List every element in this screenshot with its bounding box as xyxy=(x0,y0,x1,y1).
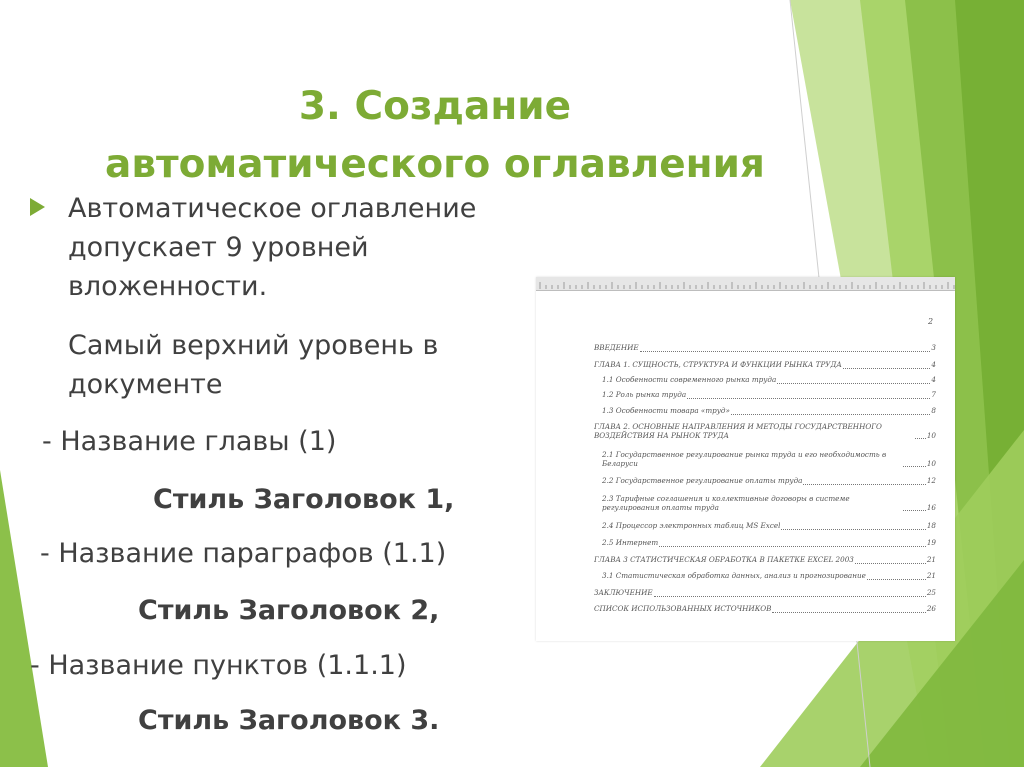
page-number: 2 xyxy=(928,317,934,326)
toc-entry-label: СПИСОК ИСПОЛЬЗОВАННЫХ ИСТОЧНИКОВ xyxy=(594,605,772,613)
item-paragraph-name: - Название параграфов (1.1) xyxy=(40,538,447,569)
toc-leader-dots xyxy=(867,578,926,580)
slide-title xyxy=(40,78,830,194)
toc-entry-label: ГЛАВА 2. ОСНОВНЫЕ НАПРАВЛЕНИЯ И МЕТОДЫ ГОСУДАРСТВЕННОГО ВОЗДЕЙСТВИЯ НА РЫНОК ТРУДА xyxy=(594,423,882,440)
bullet-arrow-icon xyxy=(30,198,45,216)
toc-entry xyxy=(602,477,936,486)
toc-entry xyxy=(602,572,936,581)
toc-entry-label: 2.1 Государственное регулирование рынка труда и его необходимость в Беларуси xyxy=(602,451,887,468)
left-bottom-wedge xyxy=(0,470,48,767)
toc-leader-dots xyxy=(843,367,931,369)
toc-entry-label: ВВЕДЕНИЕ xyxy=(594,344,639,352)
toc-entry-page: 4 xyxy=(931,375,936,384)
bullet-text-line-1: Автоматическое оглавление xyxy=(68,193,477,224)
toc-entry-label: ГЛАВА 3 СТАТИСТИЧЕСКАЯ ОБРАБОТКА В ПАКЕТКЕ EXCEL 2003 xyxy=(594,556,854,564)
title-line-2: автоматического оглавления xyxy=(105,142,765,187)
toc-entry-label: 1.3 Особенности товара «труд» xyxy=(602,407,730,415)
toc-leader-dots xyxy=(781,528,925,530)
toc-entry-page: 8 xyxy=(931,406,936,415)
toc-entry-label: 1.1 Особенности современного рынка труда xyxy=(602,376,777,384)
toc-leader-dots xyxy=(687,397,930,399)
item-chapter-name: - Название главы (1) xyxy=(42,426,337,457)
toc-entry-page: 10 xyxy=(926,430,936,440)
toc-entry-label: 1.2 Роль рынка труда xyxy=(602,391,687,399)
paragraph-line-1: Самый верхний уровень в xyxy=(68,330,439,361)
toc-entry xyxy=(602,495,936,512)
toc-entry-page: 4 xyxy=(931,360,936,369)
toc-entry xyxy=(594,361,936,370)
toc-leader-dots xyxy=(659,545,926,547)
toc-screenshot xyxy=(536,277,955,641)
toc-entry-page: 21 xyxy=(926,555,936,564)
toc-entry xyxy=(594,605,936,614)
toc-entry-page: 19 xyxy=(926,538,936,547)
toc-entry-label: ЗАКЛЮЧЕНИЕ xyxy=(594,589,653,597)
toc-entry-page: 21 xyxy=(926,571,936,580)
toc-leader-dots xyxy=(654,595,926,597)
toc-entry-page: 26 xyxy=(926,604,936,613)
toc-leader-dots xyxy=(903,509,926,511)
toc-entry xyxy=(594,344,936,353)
toc-leader-dots xyxy=(777,382,930,384)
toc-entry-page: 25 xyxy=(926,588,936,597)
style-heading-2: Стиль Заголовок 2, xyxy=(138,595,440,626)
toc-entry-page: 10 xyxy=(926,458,936,468)
toc-entry-label: ГЛАВА 1. СУЩНОСТЬ, СТРУКТУРА И ФУНКЦИИ РЫНКА ТРУДА xyxy=(594,361,842,369)
toc-entry-label: 2.2 Государственное регулирование оплаты труда xyxy=(602,477,803,485)
word-ruler xyxy=(536,277,955,291)
document-page xyxy=(536,291,955,641)
toc-leader-dots xyxy=(803,483,925,485)
toc-entry-label: 2.5 Интернет xyxy=(602,539,659,547)
toc-leader-dots xyxy=(772,611,925,613)
toc-entry xyxy=(594,589,936,598)
style-heading-1: Стиль Заголовок 1, xyxy=(153,484,455,515)
toc-entry-page: 18 xyxy=(926,521,936,530)
toc-entry xyxy=(602,407,936,416)
toc-entry-page: 12 xyxy=(926,476,936,485)
toc-entry xyxy=(602,522,936,531)
toc-leader-dots xyxy=(640,350,931,352)
toc-entry xyxy=(602,391,936,400)
item-point-name: - Название пунктов (1.1.1) xyxy=(30,650,407,681)
toc-leader-dots xyxy=(915,437,926,439)
bullet-text-line-2: допускает 9 уровней xyxy=(68,232,369,263)
toc-entry-label: 3.1 Статистическая обработка данных, анализ и прогнозирование xyxy=(602,572,866,580)
toc-entry-label: 2.4 Процессор электронных таблиц MS Excel xyxy=(602,522,781,530)
toc-entry xyxy=(594,556,936,565)
toc-leader-dots xyxy=(903,465,926,467)
toc-entry xyxy=(602,539,936,548)
toc-entry xyxy=(602,376,936,385)
toc-entry-page: 7 xyxy=(931,390,936,399)
toc-leader-dots xyxy=(855,562,926,564)
toc-entry xyxy=(602,451,936,468)
toc-entry-label: 2.3 Тарифные соглашения и коллективные договоры в системе регулирования оплаты труда xyxy=(602,495,850,512)
title-line-1: 3. Создание xyxy=(298,84,572,129)
toc-entry-page: 16 xyxy=(926,502,936,512)
toc-entry xyxy=(594,423,936,440)
style-heading-3: Стиль Заголовок 3. xyxy=(138,705,440,736)
toc-entry-page: 3 xyxy=(931,343,936,352)
paragraph-line-2: документе xyxy=(68,369,223,400)
bullet-text-line-3: вложенности. xyxy=(68,271,268,302)
toc-leader-dots xyxy=(731,413,931,415)
